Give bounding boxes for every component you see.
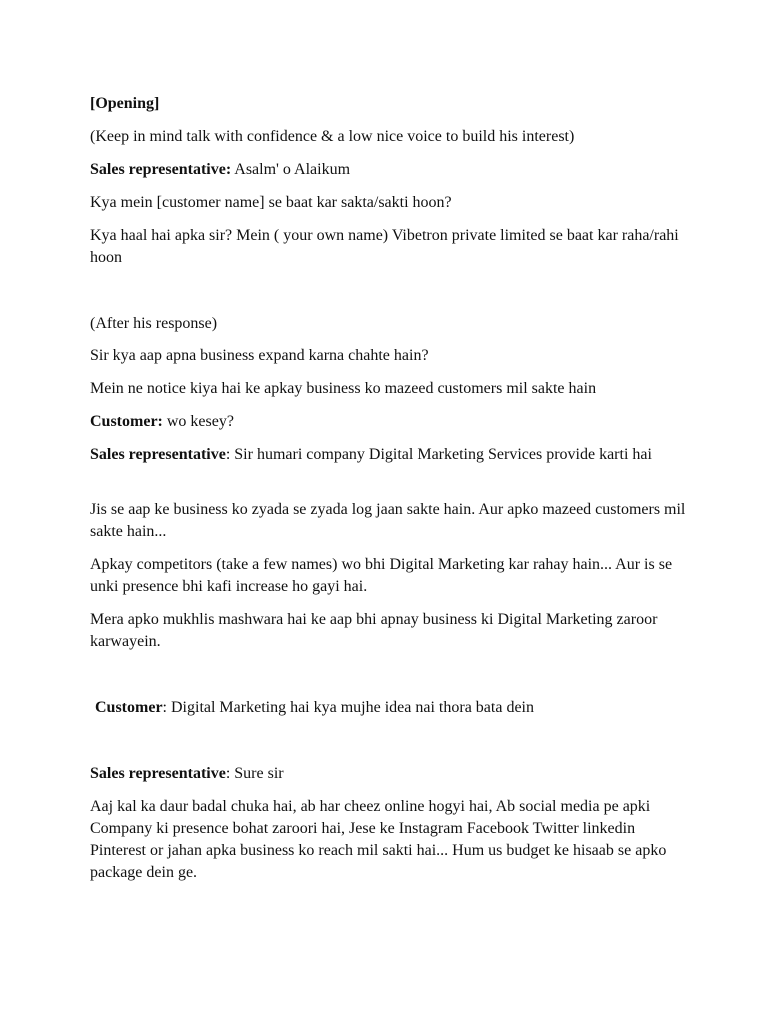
dialogue-line: Apkay competitors (take a few names) wo bhi Digital Marketing kar rahay hain... Aur is se unki presence bhi kafi increase ho gayi hai. [90, 556, 673, 595]
opening-heading: [Opening] [90, 95, 160, 112]
stage-direction: (After his response) [90, 315, 218, 332]
stage-direction: (Keep in mind talk with confidence & a low nice voice to build his interest) [90, 128, 575, 145]
speaker-label: Sales representative: [90, 161, 232, 178]
dialogue-line: Sales representative: Sir humari company Digital Marketing Services provide karti hai [90, 446, 652, 463]
dialogue-line: Kya haal hai apka sir? Mein ( your own name) Vibetron private limited se baat kar raha/rahi hoon [90, 227, 679, 266]
dialogue-line: Mera apko mukhlis mashwara hai ke aap bhi apnay business ki Digital Marketing zaroor karwayein. [90, 611, 658, 650]
dialogue-line: Sales representative: Asalm' o Alaikum [90, 161, 351, 178]
speaker-label: Sales representative [90, 765, 226, 782]
dialogue-line: Mein ne notice kiya hai ke apkay business ko mazeed customers mil sakte hain [90, 380, 597, 397]
dialogue-line: Kya mein [customer name] se baat kar sakta/sakti hoon? [90, 194, 452, 211]
dialogue-line: Jis se aap ke business ko zyada se zyada log jaan sakte hain. Aur apko mazeed customers mil sakte hain... [90, 501, 686, 540]
speaker-label: Sales representative [90, 446, 226, 463]
dialogue-line: Customer: wo kesey? [90, 413, 234, 430]
speaker-label: Customer [95, 699, 163, 716]
dialogue-line: Aaj kal ka daur badal chuka hai, ab har cheez online hogyi hai, Ab social media pe apki Company ki presence bohat zaroori hai, Jese ke Instagram Facebook Twitter linkedin Pinterest or jahan apka business ko reach mil sakti hai... Hum us budget ke hisaab se apko package dein ge. [90, 798, 667, 881]
dialogue-line: Sir kya aap apna business expand karna chahte hain? [90, 347, 429, 364]
speaker-label: Customer: [90, 413, 163, 430]
dialogue-line: Customer: Digital Marketing hai kya mujhe idea nai thora bata dein [95, 699, 534, 716]
dialogue-line: Sales representative: Sure sir [90, 765, 284, 782]
